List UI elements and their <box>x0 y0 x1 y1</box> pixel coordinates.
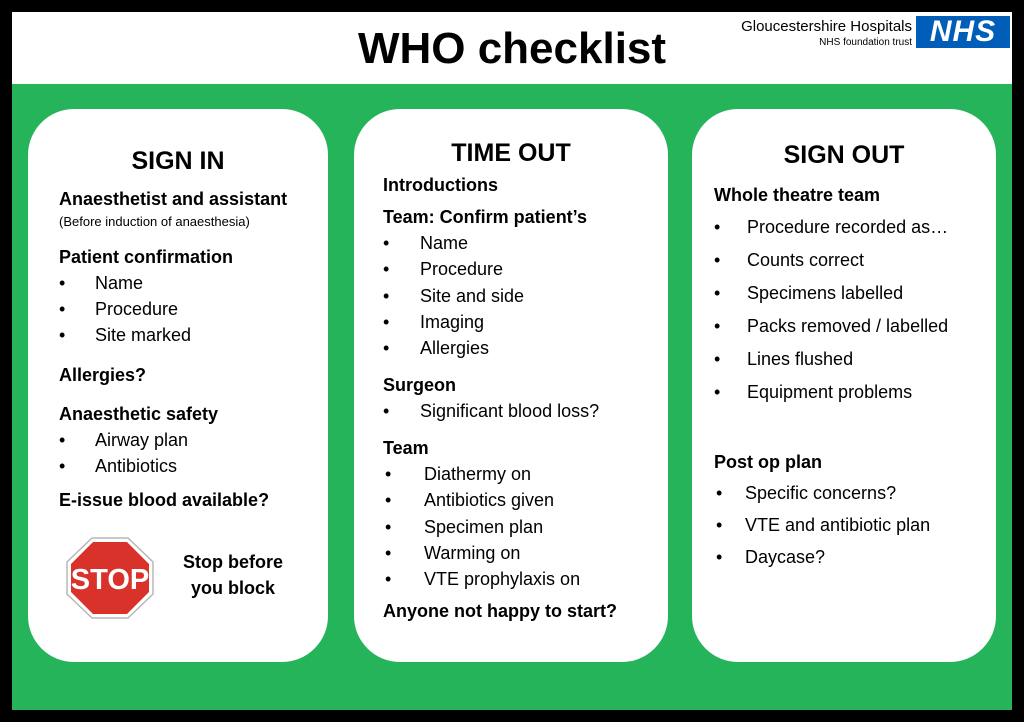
time-out-heading-surgeon: Surgeon <box>383 375 457 395</box>
list-item: Allergies <box>420 338 490 358</box>
sign-out-heading-post-op: Post op plan <box>714 452 822 472</box>
time-out-panel <box>354 109 668 662</box>
bullet-icon: • <box>716 515 723 535</box>
bullet-icon: • <box>714 250 721 270</box>
sign-out-heading-team: Whole theatre team <box>714 185 881 205</box>
list-item: Procedure recorded as… <box>747 217 949 237</box>
header-bar <box>12 12 1012 84</box>
bullet-icon: • <box>383 401 390 421</box>
list-item: Site marked <box>95 325 192 345</box>
bullet-icon: • <box>716 483 723 503</box>
stop-note-line2: you block <box>190 578 275 598</box>
sign-out-panel <box>692 109 996 662</box>
sign-in-title: SIGN IN <box>131 147 225 175</box>
bullet-icon: • <box>714 316 721 336</box>
bullet-icon: • <box>383 259 390 279</box>
trust-subtitle: NHS foundation trust <box>819 37 912 48</box>
bullet-icon: • <box>385 490 392 510</box>
bullet-icon: • <box>383 233 390 253</box>
bullet-icon: • <box>714 283 721 303</box>
stop-note-line1: Stop before <box>182 552 283 572</box>
bullet-icon: • <box>714 382 721 402</box>
sign-in-heading-blood: E-issue blood available? <box>59 490 270 510</box>
sign-in-heading-patient: Patient confirmation <box>59 247 234 267</box>
bullet-icon: • <box>383 312 390 332</box>
bullet-icon: • <box>383 286 390 306</box>
sign-in-panel <box>28 109 328 662</box>
bullet-icon: • <box>59 325 66 345</box>
sign-in-heading-safety: Anaesthetic safety <box>59 404 219 424</box>
list-item: Procedure <box>95 299 179 319</box>
list-item: VTE and antibiotic plan <box>745 515 931 535</box>
bullet-icon: • <box>59 430 66 450</box>
bullet-icon: • <box>716 547 723 567</box>
list-item: Packs removed / labelled <box>747 316 949 336</box>
nhs-branding <box>710 16 1010 52</box>
list-item: Name <box>420 233 469 253</box>
list-item: Significant blood loss? <box>420 401 600 421</box>
bullet-icon: • <box>59 273 66 293</box>
list-item: Daycase? <box>745 547 826 567</box>
list-item: Site and side <box>420 286 525 306</box>
bullet-icon: • <box>383 338 390 358</box>
time-out-heading-introductions: Introductions <box>383 175 498 195</box>
list-item: Warming on <box>424 543 521 563</box>
list-item: Airway plan <box>95 430 189 450</box>
sign-in-anaesthetist-note: (Before induction of anaesthesia) <box>59 214 250 229</box>
trust-name: Gloucestershire Hospitals <box>741 18 912 35</box>
list-item: VTE prophylaxis on <box>424 569 581 589</box>
list-item: Counts correct <box>747 250 865 270</box>
stop-sign-icon <box>66 537 154 619</box>
bullet-icon: • <box>59 456 66 476</box>
nhs-logo: NHS <box>916 16 1010 48</box>
time-out-title: TIME OUT <box>451 139 571 167</box>
time-out-heading-team-confirm: Team: Confirm patient’s <box>383 207 588 227</box>
bullet-icon: • <box>385 543 392 563</box>
list-item: Name <box>95 273 144 293</box>
stop-sign-label: STOP <box>70 564 150 596</box>
stop-note <box>168 549 298 601</box>
bullet-icon: • <box>59 299 66 319</box>
list-item: Antibiotics <box>95 456 178 476</box>
sign-out-title: SIGN OUT <box>783 141 905 169</box>
list-item: Specimen plan <box>424 517 544 537</box>
sign-in-heading-anaesthetist: Anaesthetist and assistant <box>59 189 288 209</box>
bullet-icon: • <box>385 569 392 589</box>
list-item: Procedure <box>420 259 504 279</box>
bullet-icon: • <box>385 517 392 537</box>
bullet-icon: • <box>714 349 721 369</box>
list-item: Imaging <box>420 312 485 332</box>
bullet-icon: • <box>385 464 392 484</box>
list-item: Specific concerns? <box>745 483 897 503</box>
page-title: WHO checklist <box>357 24 667 73</box>
list-item: Antibiotics given <box>424 490 555 510</box>
list-item: Specimens labelled <box>747 283 904 303</box>
sign-in-heading-allergies: Allergies? <box>59 365 147 385</box>
list-item: Equipment problems <box>747 382 913 402</box>
list-item: Lines flushed <box>747 349 854 369</box>
time-out-heading-team: Team <box>383 438 429 458</box>
time-out-heading-anyone: Anyone not happy to start? <box>383 601 617 621</box>
list-item: Diathermy on <box>424 464 532 484</box>
trust-name-block <box>741 18 912 50</box>
bullet-icon: • <box>714 217 721 237</box>
